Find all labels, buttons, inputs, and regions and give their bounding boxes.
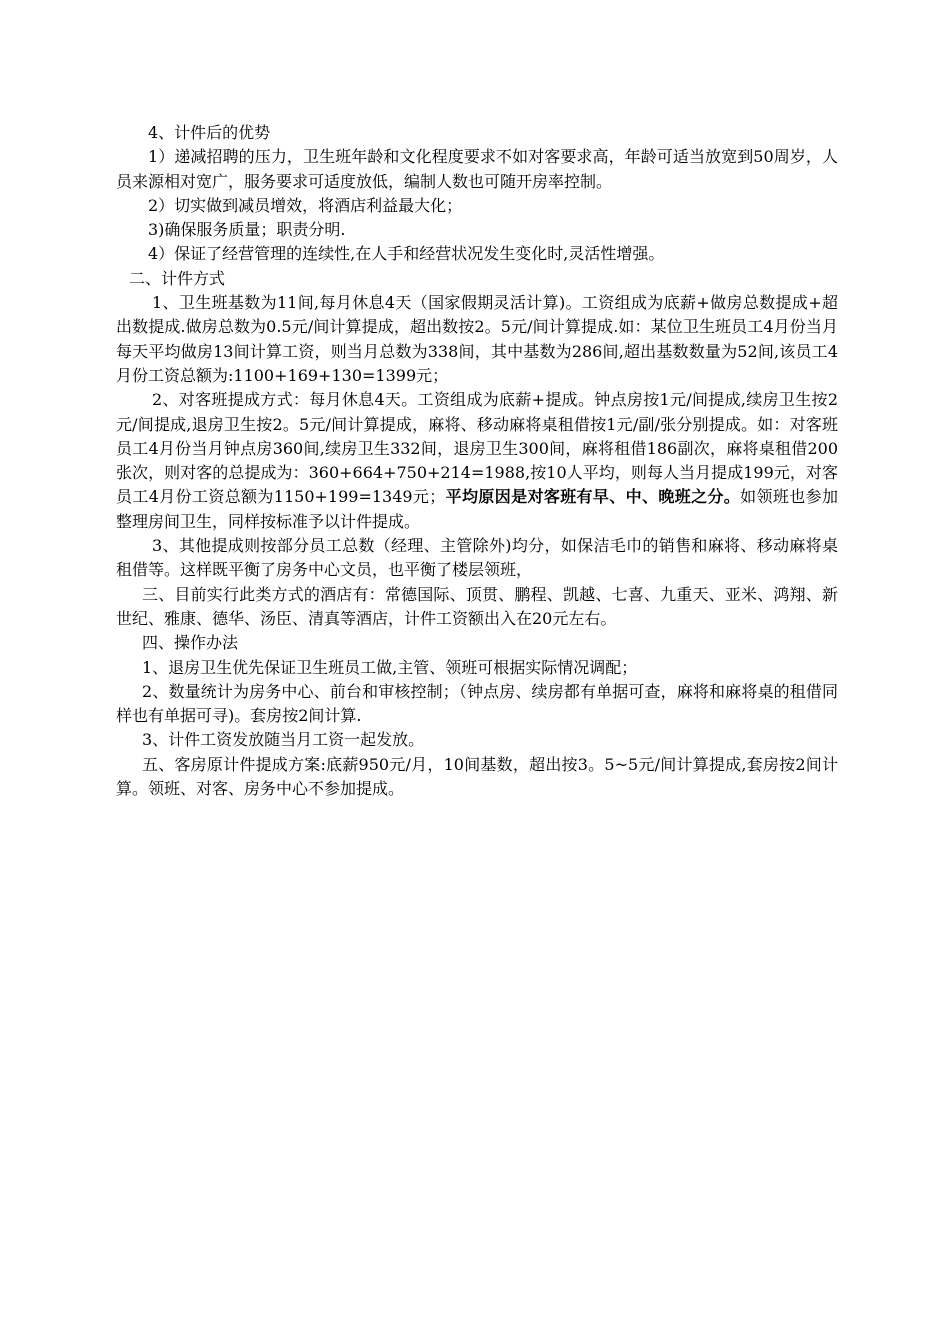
paragraph-advantage-3: 3)确保服务质量；职责分明. xyxy=(148,220,346,240)
section-heading-method: 二、计件方式 xyxy=(129,268,226,288)
paragraph-advantage-4: 4）保证了经营管理的连续性,在人手和经营状况发生变化时,灵活性增强。 xyxy=(148,244,665,264)
section-original-plan: 五、客房原计件提成方案:底薪950元/月，10间基数，超出按3。5~5元/间计算提成,套房按2间计算。领班、对客、房务中心不参加提成。 xyxy=(116,754,838,799)
paragraph-method-2-bold: 平均原因是对客班有早、中、晚班之分。 xyxy=(445,487,741,507)
paragraph-operation-2: 2、数量统计为房务中心、前台和审核控制；（钟点房、续房都有单据可查，麻将和麻将桌的租借同样也有单据可寻)。套房按2间计算. xyxy=(116,681,838,726)
paragraph-method-2 xyxy=(116,388,838,534)
paragraph-advantage-1: 1）递减招聘的压力，卫生班年龄和文化程度要求不如对客要求高，年龄可适当放宽到50周岁，人员来源相对宽广，服务要求可适度放低，编制人数也可随开房率控制。 xyxy=(116,147,838,191)
paragraph-method-2-text-a: 2、对客班提成方式：每月休息4天。工资组成为底薪+提成。钟点房按1元/间提成,续房卫生按2元/间提成,退房卫生按2。5元/间计算提成，麻将、移动麻将桌租借按1元/副/张分别提成。如：对客班员工4月份当月钟点房360间,续房卫生332间，退房卫生300间，麻将租借186副次，麻将桌租借200张次，则对客的总提成为：360+664+750+214=1988,按10人平均，则每人当月提成199元，对客员工4月份工资总额为1150+199=1349元； xyxy=(116,390,838,507)
paragraph-method-2-text-c: 如领班也参加整理房间卫生，同样按标准予以计件提成。 xyxy=(116,487,838,531)
section-hotels: 三、目前实行此类方式的酒店有：常德国际、顶贯、鹏程、凯越、七喜、九重天、亚米、鸿翔、新世纪、雅康、德华、汤臣、清真等酒店，计件工资额出入在20元左右。 xyxy=(116,584,838,628)
paragraph-advantage-2: 2）切实做到减员增效，将酒店利益最大化； xyxy=(148,195,463,215)
paragraph-operation-1: 1、退房卫生优先保证卫生班员工做,主管、领班可根据实际情况调配； xyxy=(142,657,638,677)
document-body xyxy=(116,121,838,801)
paragraph-method-1: 1、卫生班基数为11间,每月休息4天（国家假期灵活计算)。工资组成为底薪+做房总数提成+超出数提成.做房总数为0.5元/间计算提成，超出数按2。5元/间计算提成.如：某位卫生班员工4月份当月每天平均做房13间计算工资，则当月总数为338间，其中基数为286间,超出基数数量为52间,该员工4月份工资总额为:1100+169+130=1399元； xyxy=(116,293,838,385)
paragraph-operation-3: 3、计件工资发放随当月工资一起发放。 xyxy=(142,730,425,750)
section-heading-operation: 四、操作办法 xyxy=(142,633,239,653)
paragraph-method-3: 3、其他提成则按部分员工总数（经理、主管除外)均分，如保洁毛巾的销售和麻将、移动麻将桌租借等。这样既平衡了房务中心文员，也平衡了楼层领班， xyxy=(116,536,838,580)
section-heading-advantages: 4、计件后的优势 xyxy=(148,123,271,142)
